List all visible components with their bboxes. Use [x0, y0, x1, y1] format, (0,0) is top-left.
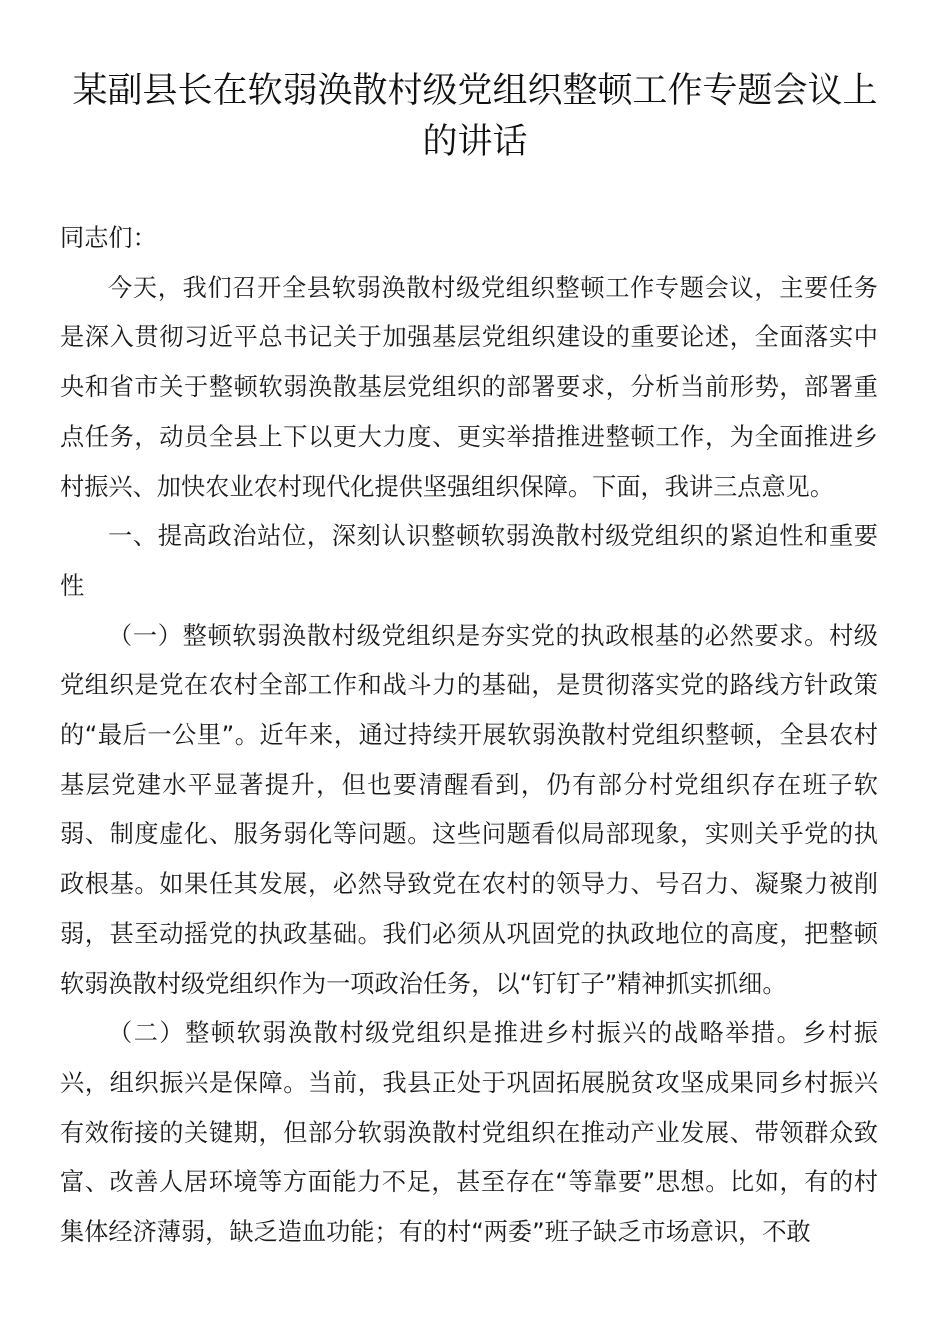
paragraph-intro: 今天，我们召开全县软弱涣散村级党组织整顿工作专题会议，主要任务是深入贯彻习近平总书记关于加强基层党组织建设的重要论述，全面落实中央和省市关于整顿软弱涣散基层党组织的部署要求，分析当前形势，部署重点任务，动员全县上下以更大力度、更实举措推进整顿工作，为全面推进乡村振兴、加快农业农村现代化提供坚强组织保障。下面，我讲三点意见。 [60, 273, 878, 501]
salutation: 同志们： [60, 224, 157, 252]
section-heading-1: 一、提高政治站位，深刻认识整顿软弱涣散村级党组织的紧迫性和重要性 [60, 522, 878, 600]
paragraph-point-1: （一）整顿软弱涣散村级党组织是夯实党的执政根基的必然要求。村级党组织是党在农村全部工作和战斗力的基础，是贯彻落实党的路线方针政策的“最后一公里”。近年来，通过持续开展软弱涣散村党组织整顿，全县农村基层党建水平显著提升，但也要清醒看到，仍有部分村党组织存在班子软弱、制度虚化、服务弱化等问题。这些问题看似局部现象，实则关乎党的执政根基。如果任其发展，必然导致党在农村的领导力、号召力、凝聚力被削弱，甚至动摇党的执政基础。我们必须从巩固党的执政地位的高度，把整顿软弱涣散村级党组织作为一项政治任务，以“钉钉子”精神抓实抓细。 [60, 621, 878, 998]
document-body [60, 214, 878, 1258]
document-title: 某副县长在软弱涣散村级党组织整顿工作专题会议上的讲话 [72, 71, 878, 162]
paragraph-point-2: （二）整顿软弱涣散村级党组织是推进乡村振兴的战略举措。乡村振兴，组织振兴是保障。当前，我县正处于巩固拓展脱贫攻坚成果同乡村振兴有效衔接的关键期，但部分软弱涣散村党组织在推动产业发展、带领群众致富、改善人居环境等方面能力不足，甚至存在“等靠要”思想。比如，有的村集体经济薄弱，缺乏造血功能；有的村“两委”班子缺乏市场意识，不敢 [60, 1019, 878, 1247]
